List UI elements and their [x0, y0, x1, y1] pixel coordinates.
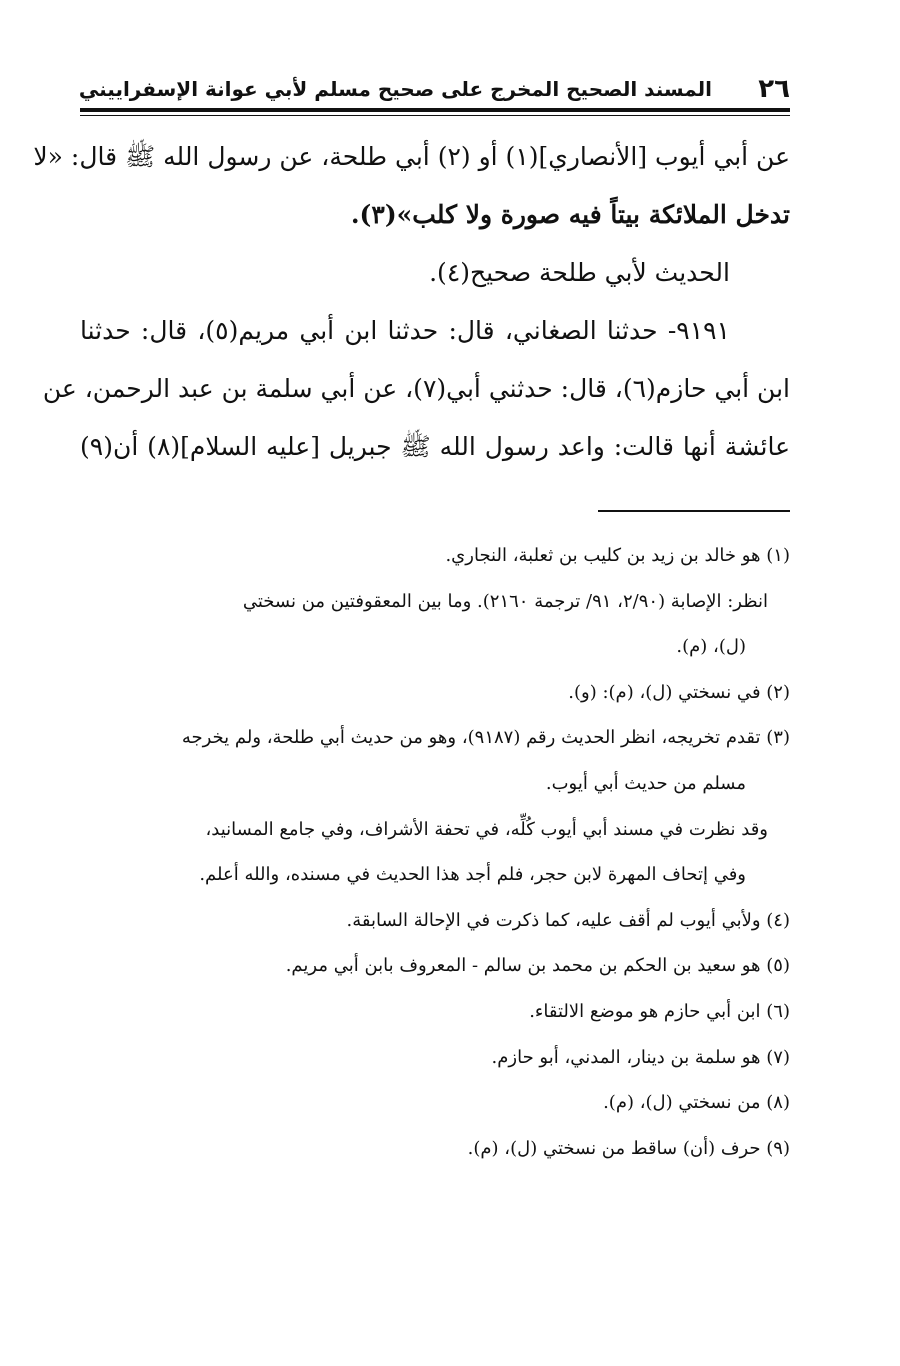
header-rule: [80, 108, 790, 112]
footnote: (١) هو خالد بن زيد بن كليب بن ثعلبة، النجاري.: [445, 545, 790, 566]
footnote-line: وقد نظرت في مسند أبي أيوب كُلِّه، في تحفة الأشراف، وفي جامع المسانيد،: [205, 818, 768, 840]
footnote: (٦) ابن أبي حازم هو موضع الالتقاء.: [529, 1000, 790, 1022]
footnote: (٣) تقدم تخريجه، انظر الحديث رقم (٩١٨٧)، وهو من حديث أبي طلحة، ولم يخرجه: [181, 727, 790, 749]
body-line: عن أبي أيوب [الأنصاري](١) أو (٢) أبي طلحة، عن رسول الله ﷺ قال: «لا: [33, 142, 790, 171]
footnote: (٥) هو سعيد بن الحكم بن محمد بن سالم - المعروف بابن أبي مريم.: [285, 955, 790, 977]
footnote: (٨) من نسختي (ل)، (م).: [603, 1092, 790, 1114]
footnote: (٤) ولأبي أيوب لم أقف عليه، كما ذكرت في الإحالة السابقة.: [346, 909, 790, 931]
footnote-line: انظر: الإصابة (٢/٩٠، ٩١/ ترجمة ٢١٦٠). وما بين المعقوفتين من نسختي: [242, 590, 768, 612]
header-rule-thin: [80, 115, 790, 116]
footnote: (٢) في نسختي (ل)، (م): (و).: [568, 681, 790, 703]
footnotes: [80, 533, 790, 1171]
footnote-line: (ل)، (م).: [676, 636, 746, 658]
footnote: (٧) هو سلمة بن دينار، المدني، أبو حازم.: [491, 1046, 790, 1068]
main-text: [33, 128, 790, 476]
running-title: المسند الصحيح المخرج على صحيح مسلم لأبي عوانة الإسفراييني: [78, 77, 712, 101]
footnote-separator: [598, 510, 790, 512]
page-header: [80, 72, 790, 108]
footnote: (٩) حرف (أن) ساقط من نسختي (ل)، (م).: [467, 1137, 790, 1159]
body-line: ابن أبي حازم(٦)، قال: حدثني أبي(٧)، عن أبي سلمة بن عبد الرحمن، عن: [42, 374, 790, 403]
body-line: عائشة أنها قالت: واعد رسول الله ﷺ جبريل [عليه السلام](٨) أن(٩): [80, 432, 790, 461]
body-line: تدخل الملائكة بيتاً فيه صورة ولا كلب»(٣).: [350, 200, 790, 229]
body-line: الحديث لأبي طلحة صحيح(٤).: [429, 258, 730, 287]
page-number: ٢٦: [758, 74, 790, 104]
footnote-line: وفي إتحاف المهرة لابن حجر، فلم أجد هذا الحديث في مسنده، والله أعلم.: [199, 864, 746, 886]
footnote-line: مسلم من حديث أبي أيوب.: [545, 772, 746, 794]
hadith-line: ٩١٩١- حدثنا الصغاني، قال: حدثنا ابن أبي مريم(٥)، قال: حدثنا: [80, 316, 730, 345]
